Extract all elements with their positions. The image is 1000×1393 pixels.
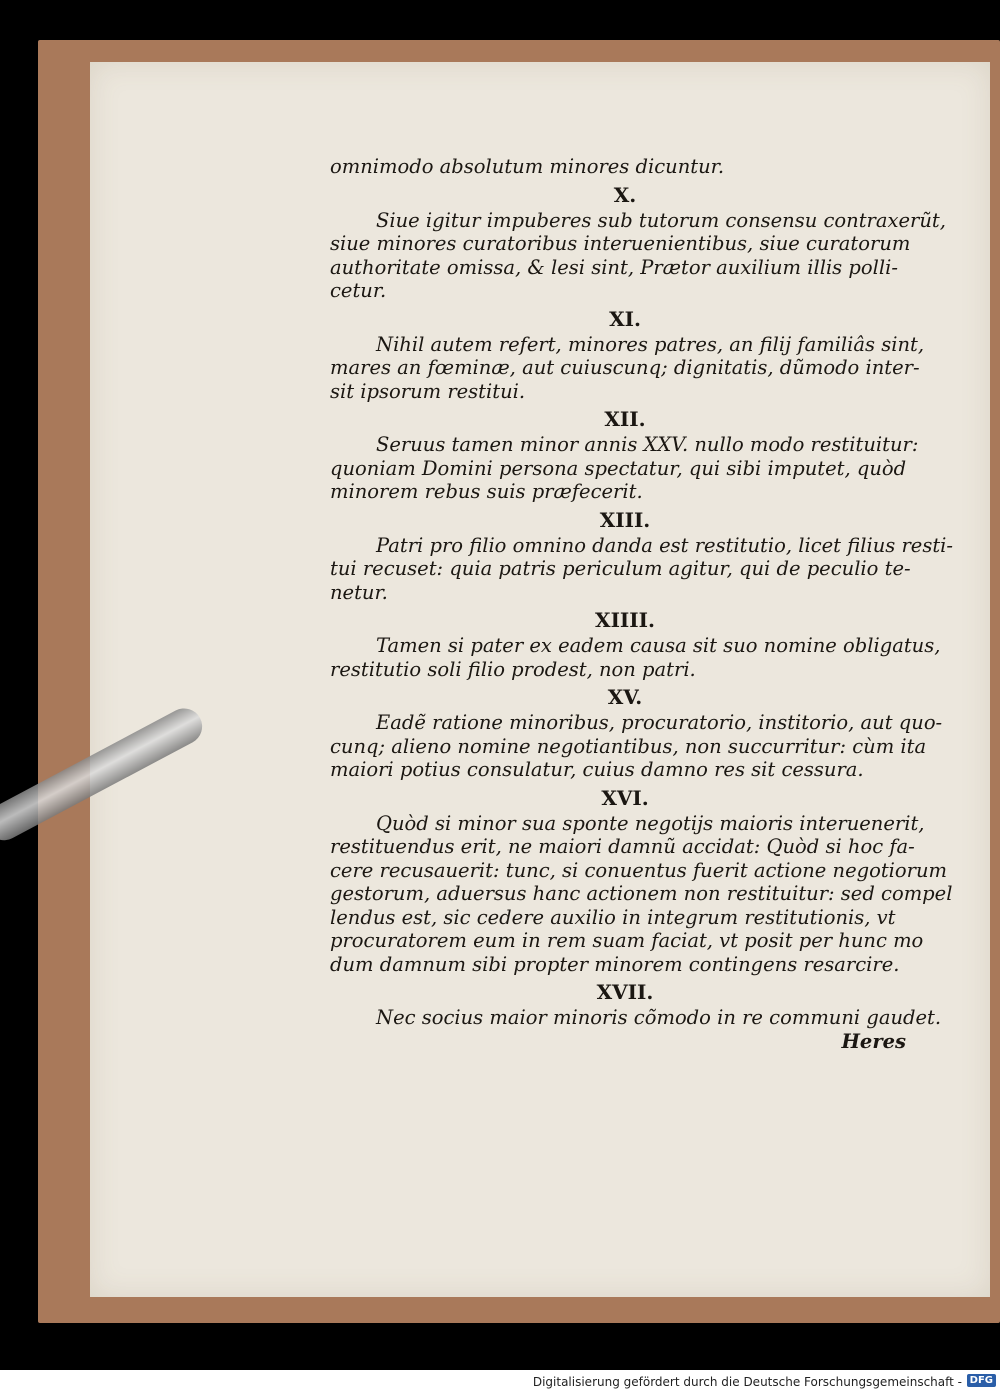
- section-number: XIII.: [599, 507, 651, 532]
- text-line: omnimodo absolutum minores dicuntur.: [330, 155, 725, 178]
- text-line: cere recusauerit: tunc, si conuentus fuerit actione negotiorum: [330, 858, 948, 882]
- section-number: XIIII.: [595, 608, 655, 632]
- text-line: Seruus tamen minor annis XXV. nullo modo restituitur:: [376, 433, 919, 456]
- section-number: XV.: [607, 685, 643, 709]
- catchword: Heres: [841, 1029, 906, 1053]
- text-line: quoniam Domini persona spectatur, qui sibi imputet, quòd: [330, 456, 907, 480]
- text-line: Patri pro filio omnino danda est restitutio, licet filius resti-: [376, 533, 953, 557]
- text-line: minorem rebus suis præfecerit.: [330, 480, 643, 503]
- text-line: lendus est, sic cedere auxilio in integrum restitutionis, vt: [330, 905, 896, 929]
- section-number: X.: [613, 182, 637, 207]
- section-number: XVII.: [596, 980, 654, 1004]
- text-line: sit ipsorum restitui.: [330, 379, 526, 403]
- text-line: cetur.: [330, 279, 387, 302]
- text-line: Tamen si pater ex eadem causa sit suo nomine obligatus,: [376, 634, 941, 657]
- dfg-logo: DFG: [967, 1374, 996, 1387]
- text-line: gestorum, aduersus hanc actionem non restituitur: sed compel: [330, 882, 953, 905]
- text-line: netur.: [330, 580, 388, 604]
- text-line: restitutio soli filio prodest, non patri.: [330, 657, 696, 681]
- text-line: Eadẽ ratione minoribus, procuratorio, institorio, aut quo-: [376, 711, 943, 734]
- text-line: mares an fœminæ, aut cuiuscunq; dignitatis, dũmodo inter-: [330, 356, 920, 379]
- section-number: XI.: [609, 306, 641, 331]
- page-text-body: [330, 155, 953, 1053]
- text-line: procuratorem eum in rem suam faciat, vt posit per hunc mo: [330, 929, 924, 952]
- text-line: siue minores curatoribus interuenientibus, siue curatorum: [330, 232, 911, 255]
- text-line: Siue igitur impuberes sub tutorum consensu contraxerũt,: [376, 208, 946, 232]
- section-number: XII.: [604, 407, 646, 431]
- text-line: maiori potius consulatur, cuius damno res sit cessura.: [330, 758, 864, 781]
- text-line: Nec socius maior minoris cõmodo in re communi gaudet.: [376, 1006, 942, 1029]
- text-line: authoritate omissa, & lesi sint, Prætor auxilium illis polli-: [330, 255, 898, 279]
- text-line: dum damnum sibi propter minorem contingens resarcire.: [330, 952, 900, 976]
- text-line: cunq; alieno nomine negotiantibus, non succurritur: cùm ita: [330, 734, 927, 758]
- text-line: restituendus erit, ne maiori damnũ accidat: Quòd si hoc fa-: [330, 835, 915, 858]
- footer-bar: [0, 1370, 1000, 1393]
- text-line: Nihil autem refert, minores patres, an filij familiâs sint,: [376, 332, 925, 356]
- text-line: tui recuset: quia patris periculum agitur, qui de peculio te-: [330, 557, 911, 580]
- section-number: XVI.: [601, 785, 649, 810]
- footer-credit: Digitalisierung gefördert durch die Deutsche Forschungsgemeinschaft -: [532, 1375, 962, 1389]
- text-line: Quòd si minor sua sponte negotijs maioris interuenerit,: [376, 811, 925, 835]
